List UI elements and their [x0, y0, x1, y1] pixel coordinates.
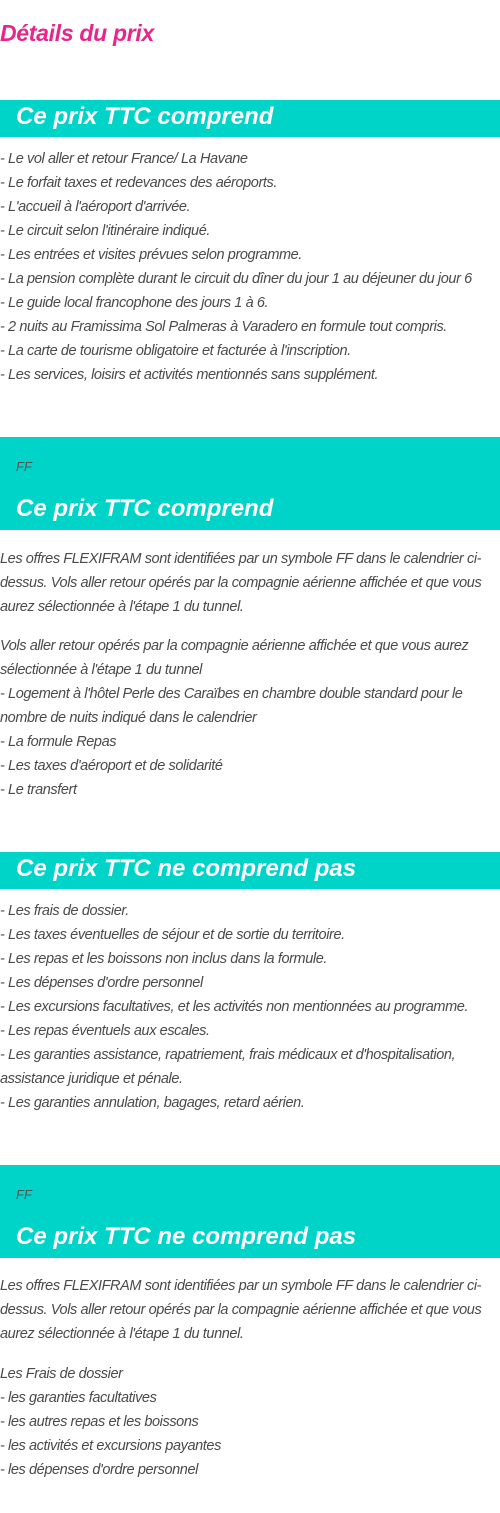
list-item: - Les taxes d'aéroport et de solidarité — [0, 758, 223, 774]
list-item: - Les garanties annulation, bagages, retard aérien. — [0, 1095, 305, 1111]
section-title: Ce prix TTC comprend — [16, 495, 274, 522]
page-title: Détails du prix — [0, 20, 154, 46]
section-header-flexifram-excludes — [0, 1165, 500, 1258]
list-item: - Le vol aller et retour France/ La Havane — [0, 151, 248, 167]
list-item: - Le forfait taxes et redevances des aéroports. — [0, 175, 277, 191]
list-item: - La formule Repas — [0, 734, 117, 750]
list-item: - les activités et excursions payantes — [0, 1438, 221, 1454]
section-header-excludes — [0, 852, 500, 889]
section-header-includes — [0, 100, 500, 137]
ff-tag: FF — [16, 459, 32, 474]
flexifram-excludes-intro — [0, 1274, 500, 1346]
includes-list — [0, 147, 500, 387]
list-item: - Les frais de dossier. — [0, 903, 129, 919]
list-item: - 2 nuits au Framissima Sol Palmeras à Varadero en formule tout compris. — [0, 319, 447, 335]
excludes-list — [0, 899, 500, 1115]
list-item: - L'accueil à l'aéroport d'arrivée. — [0, 199, 191, 215]
list-item: - Les excursions facultatives, et les activités non mentionnées au programme. — [0, 999, 469, 1015]
list-item: - Les repas éventuels aux escales. — [0, 1023, 210, 1039]
list-item: Les Frais de dossier — [0, 1366, 123, 1382]
list-item: - Les garanties assistance, rapatriement, frais médicaux et d'hospitalisation, assistance juridique et pénale. — [0, 1047, 456, 1087]
section-title: Ce prix TTC comprend — [16, 103, 274, 130]
list-item: - les autres repas et les boissons — [0, 1414, 199, 1430]
list-item: - Le transfert — [0, 782, 77, 798]
intro-paragraph: Les offres FLEXIFRAM sont identifiées par un symbole FF dans le calendrier ci-dessus. Vols aller retour opérés par la compagnie aérienne affichée et que vous aurez sélectionnée à l'étape 1 du tunnel. — [0, 551, 482, 615]
list-item: - Les taxes éventuelles de séjour et de sortie du territoire. — [0, 927, 345, 943]
list-item: - La pension complète durant le circuit du dîner du jour 1 au déjeuner du jour 6 — [0, 271, 472, 287]
flexifram-excludes-list — [0, 1362, 500, 1482]
list-item: Vols aller retour opérés par la compagnie aérienne affichée et que vous aurez sélectionnée à l'étape 1 du tunnel — [0, 638, 469, 678]
intro-paragraph: Les offres FLEXIFRAM sont identifiées par un symbole FF dans le calendrier ci-dessus. Vols aller retour opérés par la compagnie aérienne affichée et que vous aurez sélectionnée à l'étape 1 du tunnel. — [0, 1278, 482, 1342]
section-title: Ce prix TTC ne comprend pas — [16, 855, 357, 882]
list-item: - Les dépenses d'ordre personnel — [0, 975, 203, 991]
flexifram-includes-list — [0, 634, 500, 802]
list-item: - Les entrées et visites prévues selon programme. — [0, 247, 302, 263]
list-item: - La carte de tourisme obligatoire et facturée à l'inscription. — [0, 343, 351, 359]
list-item: - Les services, loisirs et activités mentionnés sans supplément. — [0, 367, 379, 383]
section-title: Ce prix TTC ne comprend pas — [16, 1223, 357, 1250]
section-header-flexifram-includes — [0, 437, 500, 530]
list-item: - Les repas et les boissons non inclus dans la formule. — [0, 951, 327, 967]
flexifram-intro — [0, 547, 500, 619]
list-item: - Logement à l'hôtel Perle des Caraïbes en chambre double standard pour le nombre de nuits indiqué dans le calendrier — [0, 686, 463, 726]
ff-tag: FF — [16, 1187, 32, 1202]
list-item: - les garanties facultatives — [0, 1390, 157, 1406]
list-item: - Le guide local francophone des jours 1 à 6. — [0, 295, 269, 311]
list-item: - Le circuit selon l'itinéraire indiqué. — [0, 223, 211, 239]
list-item: - les dépenses d'ordre personnel — [0, 1462, 198, 1478]
